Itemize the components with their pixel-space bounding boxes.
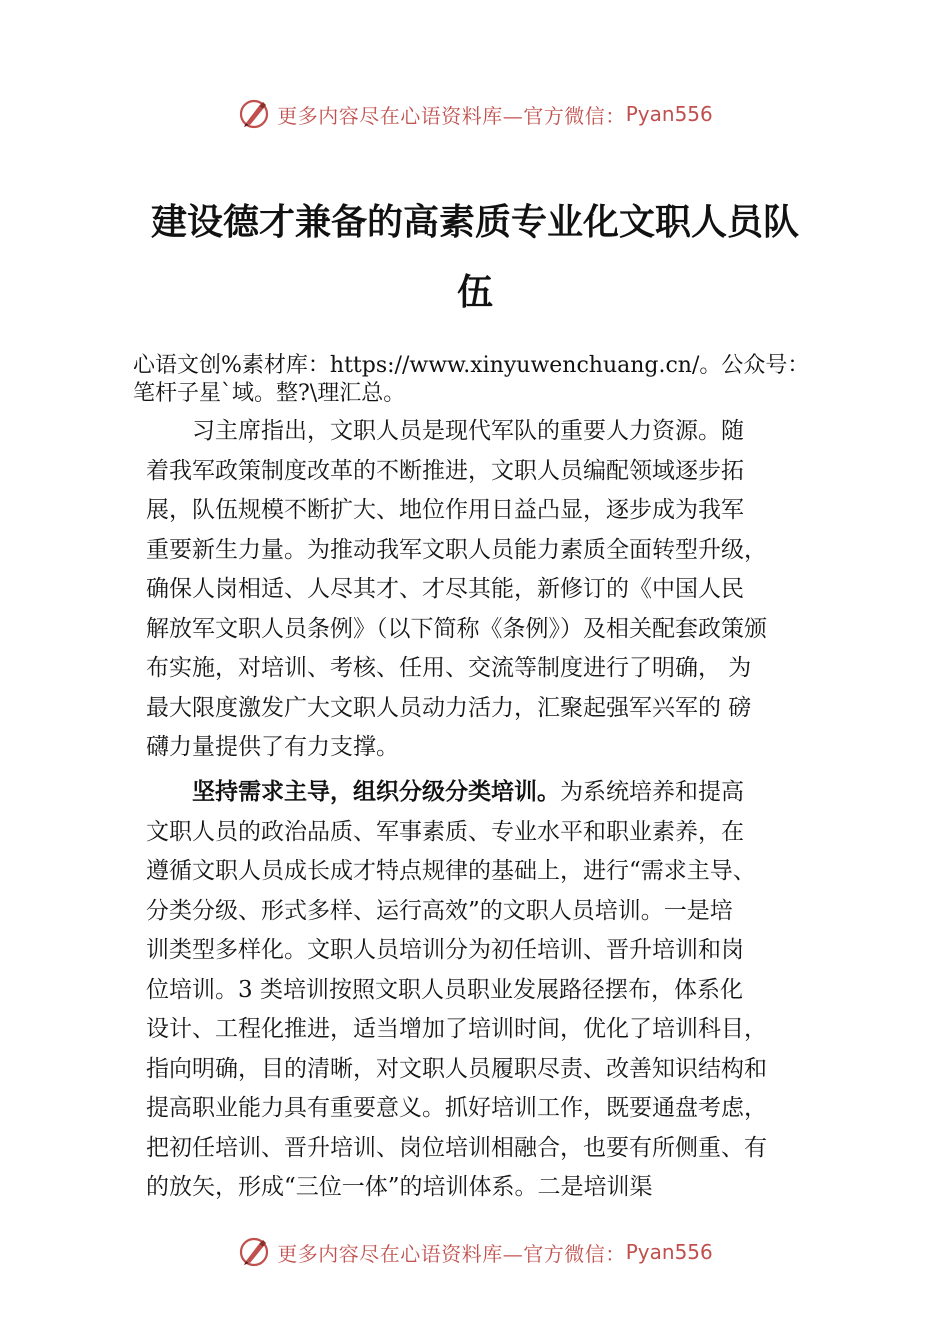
source-note xyxy=(133,352,853,408)
body-paragraph-2 xyxy=(146,773,846,1208)
paragraph-line xyxy=(146,773,846,813)
paragraph-line: 确保人岗相适、人尽其才、才尽其能，新修订的《中国人民 xyxy=(146,576,744,602)
paragraph-line: 设计、工程化推进，适当增加了培训时间，优化了培训科目， xyxy=(146,1016,767,1042)
banner-wechat-id: Pyan556 xyxy=(625,102,713,126)
paragraph-line: 的放矢，形成“三位一体”的培训体系。二是培训渠 xyxy=(146,1174,653,1200)
paragraph-line: 训类型多样化。文职人员培训分为初任培训、晋升培训和岗 xyxy=(146,937,744,963)
banner-text: 更多内容尽在心语资料库—官方微信： xyxy=(277,1241,626,1266)
paragraph-line: 重要新生力量。为推动我军文职人员能力素质全面转型升级， xyxy=(146,536,767,563)
paragraph-line: 布实施，对培训、考核、任用、交流等制度进行了明确， 为 xyxy=(146,655,752,681)
document-title-line-2: 伍 xyxy=(456,271,493,313)
paragraph-line: 习主席指出，文职人员是现代军队的重要人力资源。随 xyxy=(192,418,744,444)
source-note-line: 心语文创%素材库：https://www.xinyuwenchuang.cn/。公众号： xyxy=(133,353,810,378)
paragraph-line: 展，队伍规模不断扩大、地位作用日益凸显，逐步成为我军 xyxy=(146,497,744,523)
footer-banner xyxy=(0,1232,950,1272)
section-heading-bold: 坚持需求主导，组织分级分类培训。 xyxy=(192,779,560,805)
paragraph-line: 把初任培训、晋升培训、岗位培训相融合，也要有所侧重、有 xyxy=(146,1134,767,1161)
paragraph-line: 解放军文职人员条例》（以下简称《条例》）及相关配套政策颁 xyxy=(146,615,767,642)
source-note-line: 笔杆子星`域。整?\理汇总。 xyxy=(133,381,406,406)
banner-text: 更多内容尽在心语资料库—官方微信： xyxy=(277,103,626,128)
document-title-line-1: 建设德才兼备的高素质专业化文职人员队 xyxy=(150,201,799,243)
paragraph-line: 提高职业能力具有重要意义。抓好培训工作，既要通盘考虑， xyxy=(146,1095,767,1121)
header-banner xyxy=(0,94,950,134)
pen-logo-icon xyxy=(237,97,271,131)
paragraph-line: 分类分级、形式多样、运行高效”的文职人员培训。一是培 xyxy=(146,897,733,924)
paragraph-line: 着我军政策制度改革的不断推进，文职人员编配领域逐步拓 xyxy=(146,457,744,484)
body-paragraph-1 xyxy=(146,412,846,768)
paragraph-line: 礴力量提供了有力支撑。 xyxy=(146,734,399,760)
paragraph-line: 遵循文职人员成长成才特点规律的基础上，进行“需求主导、 xyxy=(146,858,756,884)
paragraph-line: 最大限度激发广大文职人员动力活力，汇聚起强军兴军的 磅 xyxy=(146,694,752,721)
paragraph-line: 位培训。3 类培训按照文职人员职业发展路径摆布，体系化 xyxy=(146,976,743,1003)
paragraph-line: 指向明确，目的清晰，对文职人员履职尽责、改善知识结构和 xyxy=(146,1055,767,1082)
paragraph-lead-text: 为系统培养和提高 xyxy=(560,779,744,805)
paragraph-line: 文职人员的政治品质、军事素质、专业水平和职业素养，在 xyxy=(146,818,744,845)
pen-logo-icon xyxy=(237,1235,271,1269)
banner-wechat-id: Pyan556 xyxy=(625,1240,713,1264)
